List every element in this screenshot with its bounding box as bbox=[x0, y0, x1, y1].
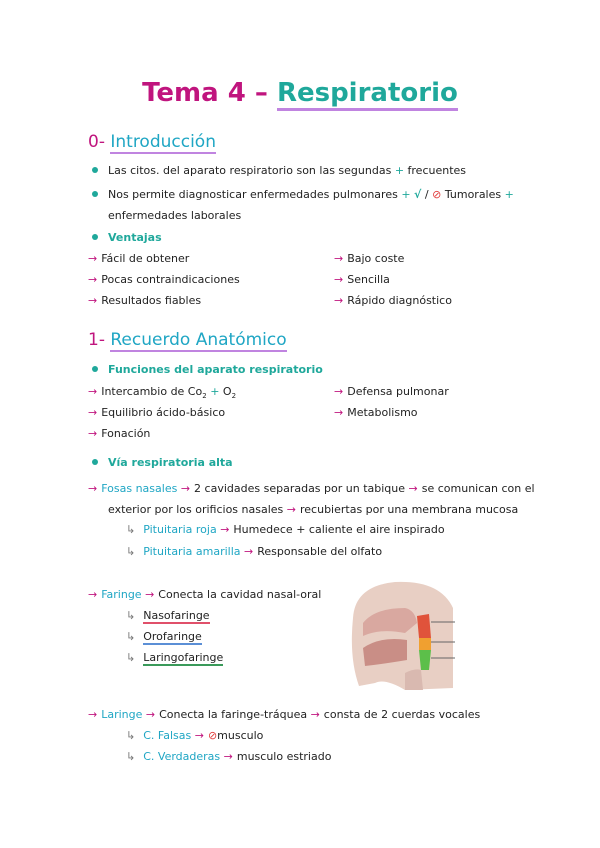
item-text: frecuentes bbox=[407, 164, 467, 177]
funcion-item: → Intercambio de $Co_2 + O_2$ bbox=[88, 385, 237, 401]
arrow-icon: → bbox=[88, 385, 98, 398]
funcion-item: → Metabolismo bbox=[334, 406, 418, 419]
page-title bbox=[0, 78, 600, 108]
funcion-item: → Equilibrio ácido-básico bbox=[88, 406, 226, 419]
arrow-icon: → bbox=[194, 729, 204, 742]
arrow-icon: → bbox=[223, 750, 233, 763]
item-text: Nos permite diagnosticar enfermedades pulmonares bbox=[108, 188, 398, 201]
laringe-item: → Laringe → Conecta la faringe-tráquea → consta de 2 cuerdas vocales bbox=[88, 708, 481, 721]
ventaja-item: → Rápido diagnóstico bbox=[334, 294, 452, 307]
ventaja-item: → Sencilla bbox=[334, 273, 390, 286]
section-number: 1- bbox=[88, 330, 111, 350]
oropharynx-region bbox=[419, 638, 431, 650]
funciones-heading: Funciones del aparato respiratorio bbox=[92, 363, 323, 377]
arrow-icon: → bbox=[88, 708, 98, 721]
title-main: Respiratorio bbox=[277, 78, 458, 111]
arrow-icon: → bbox=[145, 588, 155, 601]
pituitaria-amarilla-item: ↳ Pituitaria amarilla → Responsable del olfato bbox=[126, 545, 383, 558]
sub-arrow-icon: ↳ bbox=[126, 750, 136, 763]
pituitaria-roja-item: ↳ Pituitaria roja → Humedece + caliente el aire inspirado bbox=[126, 523, 445, 536]
funcion-item: → Defensa pulmonar bbox=[334, 385, 449, 398]
arrow-icon: → bbox=[180, 482, 191, 495]
arrow-icon: → bbox=[145, 708, 156, 721]
ventajas-heading bbox=[92, 231, 162, 245]
arrow-icon: → bbox=[220, 523, 230, 536]
arrow-icon: → bbox=[334, 406, 344, 419]
plus-sign: + bbox=[401, 188, 411, 201]
list-item bbox=[92, 188, 514, 202]
ventaja-item: → Fácil de obtener bbox=[88, 252, 190, 265]
no-icon: ⊘ bbox=[432, 188, 442, 201]
via-heading: Vía respiratoria alta bbox=[92, 456, 233, 470]
sub-arrow-icon: ↳ bbox=[126, 630, 136, 643]
ventaja-item: → Bajo coste bbox=[334, 252, 405, 265]
list-item-continuation: enfermedades laborales bbox=[108, 209, 242, 222]
bullet-icon bbox=[92, 191, 98, 197]
head-outline bbox=[352, 582, 453, 690]
title-prefix: Tema 4 – bbox=[142, 78, 277, 108]
item-text: Tumorales bbox=[444, 188, 502, 201]
plus-sign: + bbox=[394, 164, 405, 177]
section-title: Recuerdo Anatómico bbox=[110, 330, 287, 350]
list-item bbox=[92, 164, 466, 178]
item-text: Las citos. del aparato respiratorio son las segundas bbox=[108, 164, 392, 177]
arrow-icon: → bbox=[310, 708, 320, 721]
faringe-part: ↳ Laringofaringe bbox=[126, 651, 224, 664]
faringe-part: ↳ Orofaringe bbox=[126, 630, 202, 643]
neck-region bbox=[405, 669, 423, 690]
arrow-icon: → bbox=[88, 273, 98, 286]
bullet-icon bbox=[92, 459, 98, 465]
arrow-icon: → bbox=[334, 385, 344, 398]
sub-arrow-icon: ↳ bbox=[126, 523, 136, 536]
arrow-icon: → bbox=[88, 252, 98, 265]
faringe-item: → Faringe → Conecta la cavidad nasal-oral bbox=[88, 588, 322, 601]
arrow-icon: → bbox=[88, 482, 98, 495]
sub-arrow-icon: ↳ bbox=[126, 545, 136, 558]
arrow-icon: → bbox=[88, 588, 98, 601]
sub-arrow-icon: ↳ bbox=[126, 651, 136, 664]
section-number: 0- bbox=[88, 132, 111, 152]
arrow-icon: → bbox=[334, 273, 344, 286]
section-0-heading bbox=[88, 132, 216, 152]
section-1-heading bbox=[88, 330, 287, 350]
section-title: Introducción bbox=[110, 132, 216, 152]
nasopharynx-region bbox=[417, 614, 431, 638]
arrow-icon: → bbox=[334, 252, 344, 265]
ventaja-item: → Pocas contraindicaciones bbox=[88, 273, 240, 286]
bullet-icon bbox=[92, 234, 98, 240]
cuerdas-verdaderas-item: ↳ C. Verdaderas → musculo estriado bbox=[126, 750, 332, 763]
laryngopharynx-region bbox=[419, 650, 431, 670]
no-icon: ⊘ bbox=[207, 729, 218, 742]
ventaja-item: → Resultados fiables bbox=[88, 294, 202, 307]
cuerdas-falsas-item: ↳ C. Falsas → ⊘musculo bbox=[126, 729, 264, 742]
faringe-part: ↳ Nasofaringe bbox=[126, 609, 210, 622]
check-icon: √ bbox=[414, 188, 422, 201]
arrow-icon: → bbox=[88, 294, 98, 307]
funcion-item: → Fonación bbox=[88, 427, 151, 440]
sub-arrow-icon: ↳ bbox=[126, 729, 136, 742]
pharynx-illustration bbox=[345, 578, 460, 693]
arrow-icon: → bbox=[408, 482, 418, 495]
plus-sign: + bbox=[504, 188, 514, 201]
fosas-continuation: exterior por los orificios nasales → recubiertas por una membrana mucosa bbox=[108, 503, 519, 516]
arrow-icon: → bbox=[88, 427, 98, 440]
slash: / bbox=[424, 188, 429, 201]
arrow-icon: → bbox=[88, 406, 98, 419]
arrow-icon: → bbox=[244, 545, 254, 558]
arrow-icon: → bbox=[286, 503, 296, 516]
sub-arrow-icon: ↳ bbox=[126, 609, 136, 622]
bullet-icon bbox=[92, 167, 98, 173]
arrow-icon: → bbox=[334, 294, 344, 307]
item-text: Ventajas bbox=[108, 231, 162, 244]
fosas-item: → Fosas nasales → 2 cavidades separadas por un tabique → se comunican con el bbox=[88, 482, 535, 495]
bullet-icon bbox=[92, 366, 98, 372]
